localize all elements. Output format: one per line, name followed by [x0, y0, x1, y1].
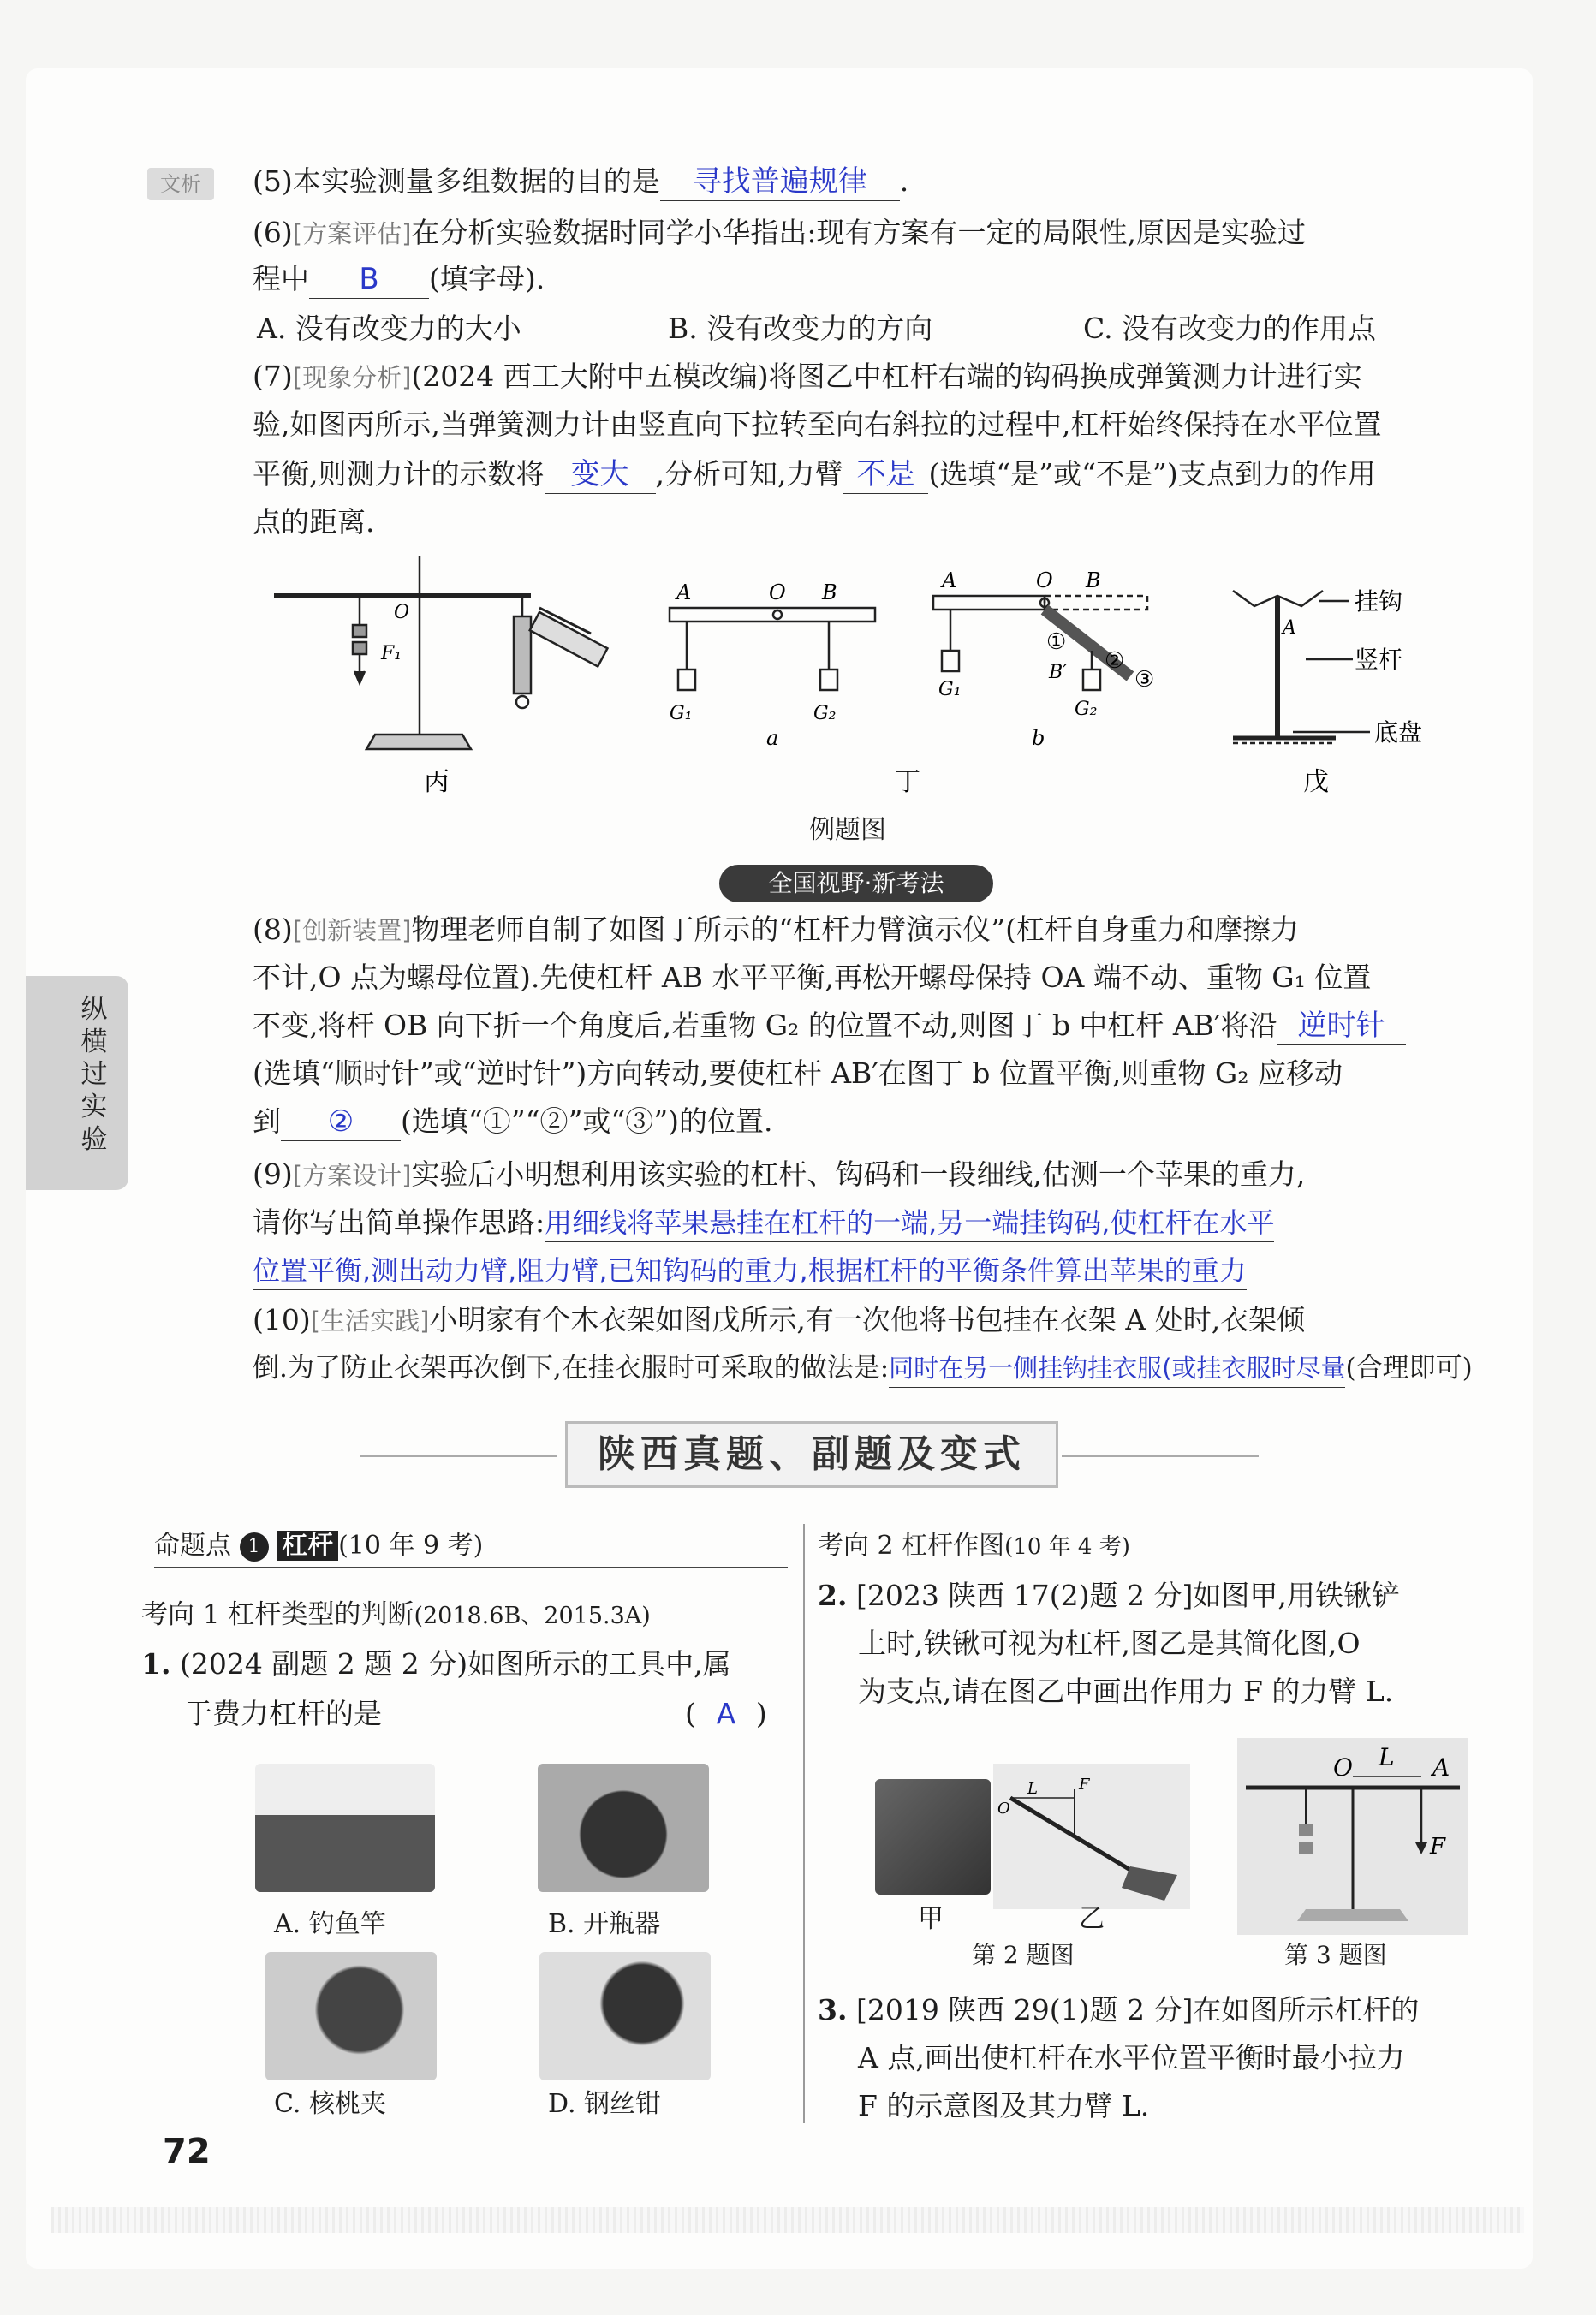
column-divider: [803, 1524, 805, 2123]
dir2-meta: (10 年 4 考): [1004, 1534, 1130, 1560]
question-8-line1: [253, 908, 1299, 953]
question-2-line1: [818, 1574, 1400, 1618]
q7-line1: (2024 西工大附中五模改编)将图乙中杠杆右端的钩码换成弹簧测力计进行实: [411, 360, 1362, 393]
question-5: [253, 159, 908, 204]
shovel-F: F: [1079, 1776, 1090, 1794]
fig3-L: L: [1379, 1743, 1395, 1771]
q6-num: (6): [253, 216, 293, 249]
proposition-point: [154, 1524, 483, 1568]
heading-rule-right: [1062, 1455, 1259, 1457]
heading-rule-left: [360, 1455, 557, 1457]
side-tab-label: 纵横过实验: [80, 994, 108, 1155]
q10-answer: 同时在另一侧挂钩挂衣服(或挂衣服时尽量: [889, 1349, 1345, 1388]
example-caption: 例题图: [809, 815, 886, 845]
q7-line3b: ,分析可知,力臂: [655, 457, 843, 491]
question-10-line2: [253, 1346, 1473, 1390]
question-3-line2: A 点,画出使杠杆在水平位置平衡时最小拉力: [858, 2041, 1405, 2074]
question-1-answer-bracket: ( A ): [685, 1692, 767, 1736]
dir1-meta: (2018.6B、2015.3A): [414, 1603, 651, 1629]
point-label: 命题点: [154, 1531, 231, 1561]
page-number: 72: [163, 2132, 211, 2171]
q1-num: 1.: [141, 1647, 171, 1681]
wu-pole: 竖杆: [1355, 646, 1403, 674]
question-7-line3: [253, 452, 1376, 497]
point-meta: (10 年 9 考): [338, 1531, 484, 1561]
q5-end: .: [899, 164, 909, 198]
question-10-line1: [253, 1298, 1305, 1343]
point-topic: 杠杆: [277, 1531, 338, 1561]
q7-line3a: 平衡,则测力计的示数将: [253, 457, 545, 491]
ding-caption: 丁: [895, 767, 920, 797]
question-7-line4: 点的距离.: [253, 505, 375, 539]
ding-a-A: A: [676, 580, 692, 604]
q10-line2a: 倒.为了防止衣架再次倒下,在挂衣服时可采取的做法是:: [253, 1353, 890, 1384]
q6-tag: [方案评估]: [292, 219, 412, 248]
option-d: D. 钢丝钳: [548, 2089, 662, 2119]
wu-caption: 戊: [1303, 767, 1329, 797]
direction-1: [141, 1592, 651, 1639]
q8-num: (8): [253, 913, 293, 946]
q8-line3a: 不变,将杆 OB 向下折一个角度后,若重物 G₂ 的位置不动,则图丁 b 中杠杆 AB′将沿: [253, 1009, 1277, 1042]
q6-text: 在分析实验数据时同学小华指出:现有方案有一定的局限性,原因是实验过: [411, 216, 1306, 249]
option-b: B. 开瓶器: [548, 1909, 661, 1939]
q8-tag: [创新装置]: [292, 916, 412, 945]
bing-f1: F₁: [381, 643, 402, 664]
question-7-line1: [253, 354, 1362, 400]
question-3-line3: F 的示意图及其力臂 L.: [858, 2089, 1150, 2122]
q7-answer1: 变大: [545, 455, 656, 494]
pliers-image: [539, 1952, 711, 2080]
q9-tag: [方案设计]: [292, 1161, 412, 1190]
ding-a-O: O: [769, 580, 786, 604]
bottle-opener-image: [538, 1764, 709, 1892]
q8-answer2: ②: [281, 1103, 401, 1141]
question-2-line2: 土时,铁锹可视为杠杆,图乙是其简化图,O: [858, 1627, 1361, 1660]
figure-bing: [274, 556, 607, 749]
ding-a-label: a: [766, 726, 779, 750]
fig3-O: O: [1333, 1753, 1353, 1782]
q2-num: 2.: [818, 1579, 848, 1612]
q10-line1: 小明家有个木衣架如图戊所示,有一次他将书包挂在衣架 A 处时,衣架倾: [429, 1303, 1306, 1336]
q8-line5a: 到: [253, 1104, 281, 1138]
fig2-yi: 乙: [1079, 1904, 1105, 1934]
ding-a-B: B: [822, 580, 837, 604]
question-8-line3: [253, 1003, 1406, 1048]
wu-A: A: [1283, 617, 1296, 639]
q5-num: (5): [253, 164, 293, 198]
ding-b-O: O: [1036, 568, 1053, 592]
bing-caption: 丙: [424, 767, 450, 797]
ding-b-A: A: [942, 568, 957, 592]
shovel-photo: [875, 1779, 991, 1895]
shovel-O: O: [998, 1800, 1010, 1818]
q6-option-c: C. 没有改变力的作用点: [1083, 312, 1377, 345]
q5-text: 本实验测量多组数据的目的是: [292, 164, 660, 198]
ding-a-G1: G₁: [670, 703, 693, 724]
point-number-badge: 1: [240, 1532, 269, 1562]
ding-b-c2: ②: [1105, 648, 1125, 674]
wenfa-tag: 文析: [147, 168, 214, 200]
ding-b-B: B: [1086, 568, 1101, 592]
dir1-title: 考向 1 杠杆类型的判断: [141, 1599, 414, 1630]
question-1-line1: [141, 1642, 731, 1687]
q10-line2b: (合理即可): [1345, 1353, 1473, 1384]
q9-num: (9): [253, 1158, 293, 1191]
fig2-caption: 第 2 题图: [972, 1941, 1075, 1969]
question-7-line2: 验,如图丙所示,当弹簧测力计由竖直向下拉转至向右斜拉的过程中,杠杆始终保持在水平位置: [253, 408, 1382, 441]
question-8-line2: 不计,O 点为螺母位置).先使杠杆 AB 水平平衡,再松开螺母保持 OA 端不动、重物 G₁ 位置: [253, 961, 1372, 994]
question-2-line3: 为支点,请在图乙中画出作用力 F 的力臂 L.: [858, 1675, 1394, 1708]
q7-answer2: 不是: [843, 455, 928, 494]
question-6-line2: [253, 257, 545, 301]
shovel-L: L: [1027, 1780, 1038, 1798]
page-bottom-texture: [51, 2207, 1524, 2233]
figure-ding-b: [933, 596, 1147, 690]
banner-new-method: 全国视野·新考法: [719, 865, 993, 902]
fig3-F: F: [1430, 1834, 1446, 1860]
q9-line1: 实验后小明想利用该实验的杠杆、钩码和一段细线,估测一个苹果的重力,: [411, 1158, 1306, 1191]
figure-ding-a: [670, 608, 875, 690]
q6-answer: B: [309, 260, 429, 299]
q7-tag: [现象分析]: [292, 363, 412, 392]
fig3-caption: 第 3 题图: [1284, 1941, 1387, 1969]
fig3-lever: [1237, 1738, 1468, 1935]
option-c: C. 核桃夹: [274, 2089, 386, 2119]
q9-answer1: 用细线将苹果悬挂在杠杆的一端,另一端挂钩码,使杠杆在水平: [545, 1204, 1274, 1242]
q1-answer: A: [716, 1697, 736, 1730]
q8-answer1: 逆时针: [1277, 1007, 1406, 1045]
q8-line5b: (选填“①”“②”或“③”)的位置.: [401, 1104, 773, 1138]
ding-a-G2: G₂: [813, 703, 837, 724]
q9-answer2: 位置平衡,测出动力臂,阻力臂,已知钩码的重力,根据杠杆的平衡条件算出苹果的重力: [253, 1252, 1247, 1290]
example-figures: [257, 548, 1507, 805]
wu-hook: 挂钩: [1355, 587, 1403, 616]
ding-b-Bp: B′: [1049, 662, 1068, 683]
dir2-title: 考向 2 杠杆作图: [818, 1531, 1005, 1561]
ding-b-c1: ①: [1046, 629, 1067, 655]
figure-wu: [1233, 591, 1370, 743]
question-9-line1: [253, 1152, 1305, 1198]
question-8-line4: (选填“顺时针”或“逆时针”)方向转动,要使杠杆 AB′在图丁 b 位置平衡,则重物 G₂ 应移动: [253, 1056, 1343, 1090]
ding-b-G2: G₂: [1075, 699, 1098, 720]
question-9-line3: [253, 1248, 1247, 1293]
bing-o: O: [394, 602, 410, 623]
fishing-rod-image: [255, 1764, 435, 1892]
question-9-line2: [253, 1200, 1274, 1245]
question-3-line1: [818, 1988, 1419, 2032]
q10-tag: [生活实践]: [310, 1306, 430, 1336]
fig2-jia: 甲: [918, 1904, 944, 1934]
q10-num: (10): [253, 1303, 311, 1336]
nutcracker-image: [265, 1952, 437, 2080]
q7-line3c: (选填“是”或“不是”)支点到力的作用: [928, 457, 1376, 491]
question-8-line5: [253, 1099, 772, 1144]
direction-2: [818, 1524, 1130, 1569]
section-heading: 陕西真题、副题及变式: [565, 1421, 1058, 1488]
ding-b-G1: G₁: [938, 679, 962, 700]
q7-num: (7): [253, 360, 293, 393]
q6-end: (填字母).: [429, 262, 545, 295]
q6-text2: 程中: [253, 262, 309, 295]
fig3-A: A: [1432, 1753, 1450, 1782]
option-a: A. 钓鱼竿: [274, 1909, 386, 1939]
ding-b-label: b: [1032, 726, 1045, 750]
q6-option-b: B. 没有改变力的方向: [668, 312, 933, 345]
q6-option-a: A. 没有改变力的大小: [257, 312, 521, 345]
question-1-line2: 于费力杠杆的是: [184, 1697, 382, 1730]
q5-answer: 寻找普遍规律: [660, 163, 900, 201]
q3-num: 3.: [818, 1993, 848, 2026]
q9-line2a: 请你写出简单操作思路:: [253, 1205, 545, 1239]
question-6-line1: [253, 211, 1306, 256]
point-underline: [154, 1567, 788, 1568]
q1-line1: (2024 副题 2 题 2 分)如图所示的工具中,属: [179, 1647, 731, 1681]
ding-b-c3: ③: [1134, 667, 1155, 693]
wu-base: 底盘: [1374, 718, 1423, 747]
q3-line1: [2019 陕西 29(1)题 2 分]在如图所示杠杆的: [855, 1993, 1420, 2026]
q8-line1: 物理老师自制了如图丁所示的“杠杆力臂演示仪”(杠杆自身重力和摩擦力: [411, 913, 1300, 946]
q2-line1: [2023 陕西 17(2)题 2 分]如图甲,用铁锹铲: [855, 1579, 1400, 1612]
shovel-diagram: [993, 1764, 1190, 1909]
